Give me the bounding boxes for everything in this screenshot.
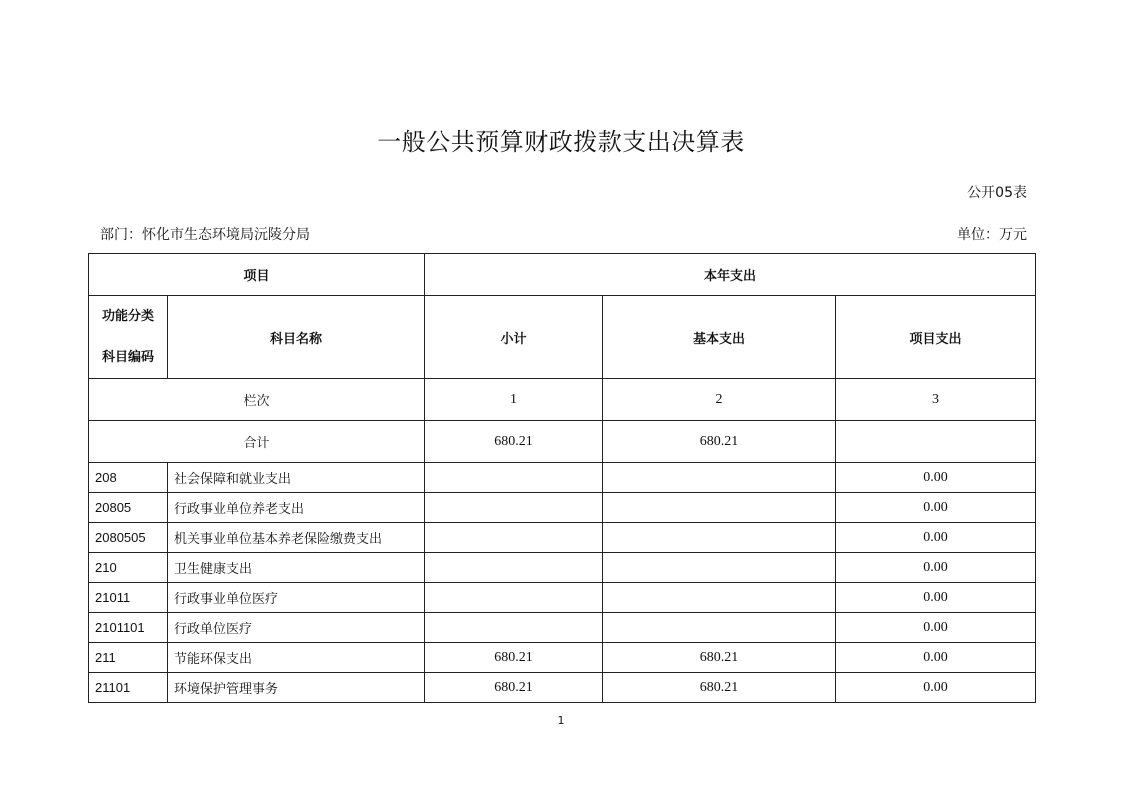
row-project: 0.00 bbox=[836, 523, 1036, 553]
row-project: 0.00 bbox=[836, 493, 1036, 523]
row-basic bbox=[603, 583, 836, 613]
row-subtotal bbox=[425, 463, 603, 493]
header-func-code bbox=[89, 296, 168, 379]
header-subject-name: 科目名称 bbox=[168, 296, 425, 379]
row-subtotal: 680.21 bbox=[425, 643, 603, 673]
row-basic bbox=[603, 463, 836, 493]
total-label: 合计 bbox=[89, 421, 425, 463]
row-project: 0.00 bbox=[836, 673, 1036, 703]
row-project: 0.00 bbox=[836, 613, 1036, 643]
row-basic bbox=[603, 493, 836, 523]
expenditure-table bbox=[88, 253, 1036, 703]
index-col2: 2 bbox=[603, 379, 836, 421]
row-basic bbox=[603, 553, 836, 583]
row-subtotal bbox=[425, 613, 603, 643]
table-row bbox=[89, 523, 1036, 553]
row-code: 2101101 bbox=[89, 613, 168, 643]
row-code: 211 bbox=[89, 643, 168, 673]
row-code: 21101 bbox=[89, 673, 168, 703]
header-row-top bbox=[89, 254, 1036, 296]
header-item: 项目 bbox=[89, 254, 425, 296]
header-project-expense: 项目支出 bbox=[836, 296, 1036, 379]
row-code: 2080505 bbox=[89, 523, 168, 553]
row-subject-name: 社会保障和就业支出 bbox=[168, 463, 425, 493]
row-project: 0.00 bbox=[836, 583, 1036, 613]
row-subtotal: 680.21 bbox=[425, 673, 603, 703]
unit-label: 单位：万元 bbox=[957, 227, 1027, 243]
header-row-columns bbox=[89, 296, 1036, 379]
row-project: 0.00 bbox=[836, 463, 1036, 493]
row-subtotal bbox=[425, 523, 603, 553]
index-col3: 3 bbox=[836, 379, 1036, 421]
row-code: 21011 bbox=[89, 583, 168, 613]
page-number: 1 bbox=[557, 714, 565, 727]
row-code: 20805 bbox=[89, 493, 168, 523]
row-subtotal bbox=[425, 583, 603, 613]
table-row bbox=[89, 493, 1036, 523]
row-subtotal bbox=[425, 493, 603, 523]
table-row bbox=[89, 463, 1036, 493]
row-subject-name: 节能环保支出 bbox=[168, 643, 425, 673]
form-number: 公开05表 bbox=[967, 185, 1027, 201]
row-basic bbox=[603, 613, 836, 643]
row-basic: 680.21 bbox=[603, 643, 836, 673]
table-row bbox=[89, 613, 1036, 643]
table-row bbox=[89, 553, 1036, 583]
header-current-year: 本年支出 bbox=[425, 254, 1036, 296]
header-func-code-line2: 科目编码 bbox=[101, 350, 154, 365]
row-basic bbox=[603, 523, 836, 553]
header-basic-expense: 基本支出 bbox=[603, 296, 836, 379]
row-project: 0.00 bbox=[836, 553, 1036, 583]
department-label: 部门：怀化市生态环境局沅陵分局 bbox=[100, 227, 310, 243]
total-row bbox=[89, 421, 1036, 463]
table-row bbox=[89, 643, 1036, 673]
row-code: 208 bbox=[89, 463, 168, 493]
row-project: 0.00 bbox=[836, 643, 1036, 673]
row-subject-name: 行政单位医疗 bbox=[168, 613, 425, 643]
index-label: 栏次 bbox=[89, 379, 425, 421]
table-row bbox=[89, 583, 1036, 613]
total-basic: 680.21 bbox=[603, 421, 836, 463]
index-row bbox=[89, 379, 1036, 421]
total-project bbox=[836, 421, 1036, 463]
row-code: 210 bbox=[89, 553, 168, 583]
row-subject-name: 卫生健康支出 bbox=[168, 553, 425, 583]
total-subtotal: 680.21 bbox=[425, 421, 603, 463]
index-col1: 1 bbox=[425, 379, 603, 421]
header-subtotal: 小计 bbox=[425, 296, 603, 379]
row-subject-name: 环境保护管理事务 bbox=[168, 673, 425, 703]
row-subject-name: 行政事业单位医疗 bbox=[168, 583, 425, 613]
row-basic: 680.21 bbox=[603, 673, 836, 703]
header-func-code-line1: 功能分类 bbox=[101, 309, 154, 324]
row-subtotal bbox=[425, 553, 603, 583]
document-title: 一般公共预算财政拨款支出决算表 bbox=[377, 128, 745, 156]
row-subject-name: 机关事业单位基本养老保险缴费支出 bbox=[168, 523, 425, 553]
table-row bbox=[89, 673, 1036, 703]
row-subject-name: 行政事业单位养老支出 bbox=[168, 493, 425, 523]
